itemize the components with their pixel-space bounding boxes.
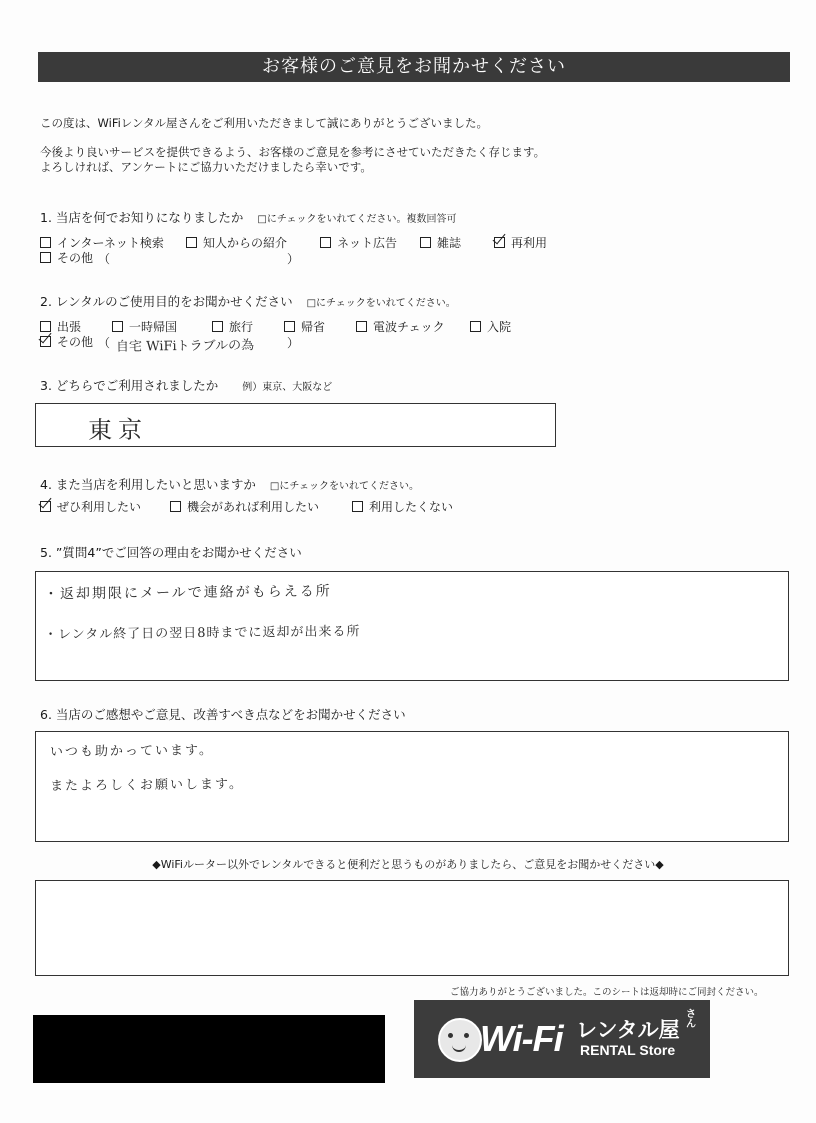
q1-option[interactable]: 再利用 <box>494 236 547 250</box>
question-2-note: □にチェックをいれてください。 <box>306 298 456 309</box>
checkbox[interactable] <box>212 321 223 332</box>
checkbox[interactable] <box>112 321 123 332</box>
q1-option[interactable]: その他 <box>40 251 93 265</box>
q4-option[interactable]: 機会があれば利用したい <box>170 500 319 514</box>
handwritten-reason-line: ・返却期限にメールで連絡がもらえる所 <box>43 583 332 603</box>
other-paren-close: ） <box>287 252 300 266</box>
checkbox[interactable] <box>284 321 295 332</box>
handwritten-feedback-line: またよろしくお願いします。 <box>49 776 245 795</box>
answer-box-wishlist[interactable] <box>35 880 789 976</box>
checkbox[interactable] <box>320 237 331 248</box>
q2-option[interactable]: 入院 <box>470 320 511 334</box>
answer-box-reason[interactable] <box>35 571 789 681</box>
question-5-text: 5. ”質問4”でご回答の理由をお聞かせください <box>40 545 302 560</box>
q2-option[interactable]: その他 <box>40 335 93 349</box>
closing-note: ご協力ありがとうございました。このシートは返却時にご同封ください。 <box>450 987 764 998</box>
q1-option[interactable]: インターネット検索 <box>40 236 164 250</box>
handwritten-reason-line: ・レンタル終了日の翌日8時までに返却が出来る所 <box>43 624 361 643</box>
question-3-note: 例）東京、大阪など <box>242 382 333 393</box>
question-3-text: 3. どちらでご利用されましたか <box>40 378 219 393</box>
handwritten-other-answer: 自宅 WiFiトラブルの為 <box>115 338 255 355</box>
answer-box-location[interactable] <box>35 403 556 447</box>
question-4 <box>40 475 419 493</box>
checkbox[interactable] <box>40 237 51 248</box>
intro-line: 今後より良いサービスを提供できるよう、お客様のご意見を参考にさせていただきたく存じます。 <box>40 145 546 159</box>
question-6 <box>40 705 406 723</box>
q2-option[interactable]: 一時帰国 <box>112 320 177 334</box>
q1-option[interactable]: 知人からの紹介 <box>186 236 287 250</box>
mascot-icon <box>438 1018 482 1062</box>
answer-box-feedback[interactable] <box>35 731 789 842</box>
question-2-text: 2. レンタルのご使用目的をお聞かせください <box>40 294 293 309</box>
wish-question: ◆WiFiルーター以外でレンタルできると便利だと思うものがありましたら、ご意見をお聞かせください◆ <box>152 858 664 871</box>
question-4-text: 4. また当店を利用したいと思いますか <box>40 477 256 492</box>
brand-logo <box>414 1000 710 1078</box>
redacted-area <box>33 1015 385 1083</box>
q2-option[interactable]: 帰省 <box>284 320 325 334</box>
q4-option[interactable]: ぜひ利用したい <box>40 500 141 514</box>
page-title: お客様のご意見をお聞かせください <box>38 52 790 82</box>
checkbox[interactable] <box>356 321 367 332</box>
handwritten-location: 東京 <box>87 415 149 445</box>
checkbox[interactable] <box>352 501 363 512</box>
checkbox-checked[interactable] <box>40 336 51 347</box>
other-paren-close: ） <box>287 336 300 350</box>
question-1 <box>40 208 457 226</box>
question-1-note: □にチェックをいれてください。複数回答可 <box>257 214 457 225</box>
checkbox[interactable] <box>40 252 51 263</box>
question-2 <box>40 292 456 310</box>
intro-line: よろしければ、アンケートにご協力いただけましたら幸いです。 <box>40 160 372 174</box>
question-5 <box>40 543 302 561</box>
q2-option[interactable]: 出張 <box>40 320 81 334</box>
logo-en-name: RENTAL Store <box>580 1042 676 1058</box>
logo-jp-name: レンタル屋 <box>576 1018 680 1042</box>
question-4-note: □にチェックをいれてください。 <box>269 481 420 492</box>
q1-option[interactable]: ネット広告 <box>320 236 397 250</box>
checkbox-checked[interactable] <box>494 237 505 248</box>
logo-san: さん <box>686 1009 696 1030</box>
question-6-text: 6. 当店のご感想やご意見、改善すべき点などをお聞かせください <box>40 707 406 722</box>
question-1-text: 1. 当店を何でお知りになりましたか <box>40 210 244 225</box>
q2-option[interactable]: 旅行 <box>212 320 253 334</box>
q4-option[interactable]: 利用したくない <box>352 500 453 514</box>
logo-brand: Wi-Fi <box>480 1018 563 1059</box>
handwritten-feedback-line: いつも助かっています。 <box>49 743 215 760</box>
q1-option[interactable]: 雑誌 <box>420 236 461 250</box>
checkbox[interactable] <box>170 501 181 512</box>
intro-line: この度は、WiFiレンタル屋さんをご利用いただきまして誠にありがとうございました。 <box>40 116 489 130</box>
other-paren-open: （ <box>98 336 111 350</box>
other-paren-open: （ <box>98 252 111 266</box>
checkbox[interactable] <box>186 237 197 248</box>
question-3 <box>40 376 332 394</box>
checkbox[interactable] <box>470 321 481 332</box>
checkbox[interactable] <box>420 237 431 248</box>
q2-option[interactable]: 電波チェック <box>356 320 445 334</box>
checkbox-checked[interactable] <box>40 501 51 512</box>
